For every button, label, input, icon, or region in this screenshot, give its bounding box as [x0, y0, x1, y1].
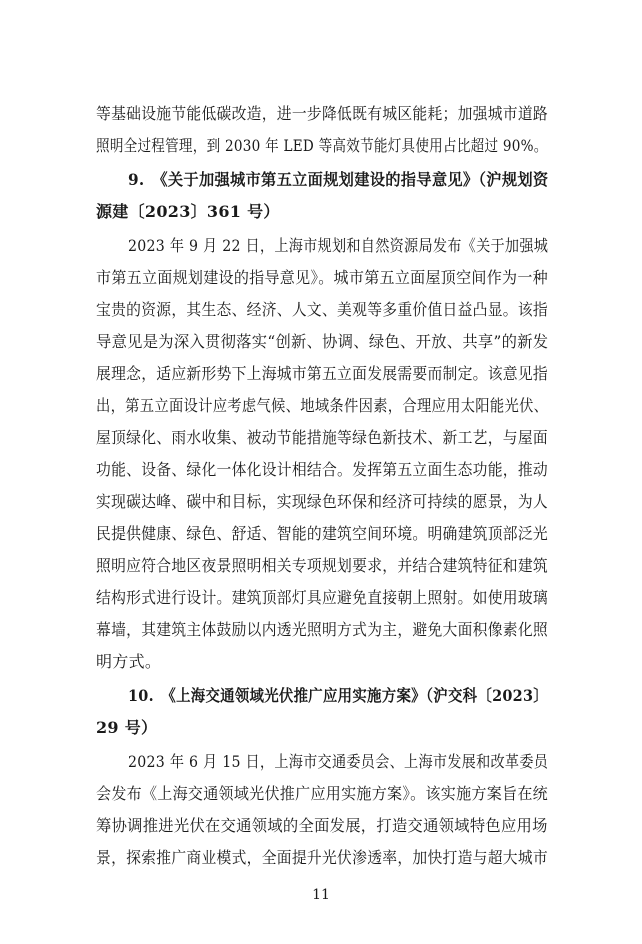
- paragraph-line: 2023 年 9 月 22 日，上海市规划和自然资源局发布《关于加强城: [128, 236, 549, 255]
- section-heading: 源建〔2023〕361 号）: [96, 202, 280, 221]
- paragraph-line: 2023 年 6 月 15 日，上海市交通委员会、上海市发展和改革委员: [128, 752, 549, 771]
- paragraph-line: 筹协调推进光伏在交通领域的全面发展，打造交通领域特色应用场: [96, 816, 548, 835]
- paragraph-line: 市第五立面规划建设的指导意见》。城市第五立面屋顶空间作为一种: [96, 268, 549, 287]
- paragraph-line: 照明应符合地区夜景照明相关专项规划要求，并结合建筑特征和建筑: [96, 556, 548, 575]
- paragraph-line: 照明全过程管理，到 2030 年 LED 等高效节能灯具使用占比超过 90%。: [96, 136, 548, 155]
- paragraph-line: 明方式。: [96, 652, 162, 671]
- paragraph-line: 民提供健康、绿色、舒适、智能的建筑空间环境。明确建筑顶部泛光: [96, 524, 548, 543]
- paragraph-line: 结构形式进行设计。建筑顶部灯具应避免直接朝上照射。如使用玻璃: [96, 588, 548, 607]
- paragraph-line: 幕墙，其建筑主体鼓励以内透光照明方式为主，避免大面积像素化照: [96, 620, 548, 639]
- paragraph-line: 等基础设施节能低碳改造，进一步降低既有城区能耗；加强城市道路: [96, 104, 548, 123]
- paragraph-line: 展理念，适应新形势下上海城市第五立面发展需要而制定。该意见指: [96, 364, 548, 383]
- paragraph-line: 出，第五立面设计应考虑气候、地域条件因素，合理应用太阳能光伏、: [96, 396, 549, 415]
- paragraph-line: 实现碳达峰、碳中和目标，实现绿色环保和经济可持续的愿景，为人: [96, 492, 548, 511]
- paragraph-line: 会发布《上海交通领域光伏推广应用实施方案》。该实施方案旨在统: [96, 784, 549, 803]
- section-heading: 9. 《关于加强城市第五立面规划建设的指导意见》（沪规划资: [128, 170, 549, 189]
- paragraph-line: 功能、设备、绿化一体化设计相结合。发挥第五立面生态功能，推动: [96, 460, 548, 479]
- section-heading: 29 号）: [96, 718, 158, 737]
- paragraph-line: 屋顶绿化、雨水收集、被动节能措施等绿色新技术、新工艺，与屋面: [96, 428, 548, 447]
- paragraph-line: 导意见是为深入贯彻落实“创新、协调、绿色、开放、共享”的新发: [96, 332, 549, 351]
- page-number: 11: [312, 887, 330, 903]
- section-heading: 10. 《上海交通领域光伏推广应用实施方案》（沪交科〔2023〕: [128, 686, 548, 705]
- paragraph-line: 景，探索推广商业模式，全面提升光伏渗透率，加快打造与超大城市: [96, 848, 548, 867]
- paragraph-line: 宝贵的资源，其生态、经济、人文、美观等多重价值日益凸显。该指: [96, 300, 548, 319]
